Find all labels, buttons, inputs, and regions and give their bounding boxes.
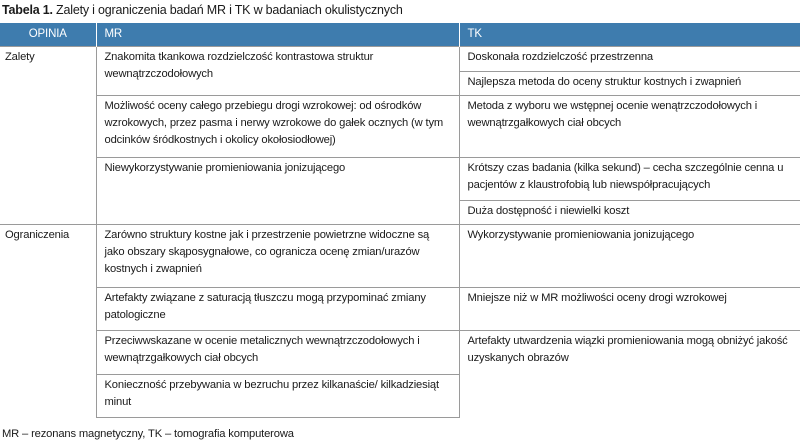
mr-cell: Zarówno struktury kostne jak i przestrzenie powietrzne widoczne są jako obszary skąposygnałowe, co ogranicza ocenę zmian/urazów kostnych i zwapnień [96,225,459,288]
table-caption [2,3,403,17]
footnote: MR – rezonans magnetyczny, TK – tomografia komputerowa [2,428,294,440]
tk-cell: Duża dostępność i niewielki koszt [459,201,800,225]
mr-cell: Możliwość oceny całego przebiegu drogi wzrokowej: od ośrodków wzrokowych, przez pasma i nerwy wzrokowe do gałek ocznych (w tym odcinków śródkostnych i okolicy okołosiodłowej) [96,96,459,158]
table-row [0,288,800,331]
tk-cell: Metoda z wyboru we wstępnej ocenie wenątrzczodołowych i wewnątrzgałkowych ciał obcych [459,96,800,158]
tk-cell: Wykorzystywanie promieniowania jonizującego [459,225,800,288]
tk-cell: Mniejsze niż w MR możliwości oceny drogi wzrokowej [459,288,800,331]
mr-cell: Niewykorzystywanie promieniowania jonizującego [96,158,459,225]
tk-cell: Artefakty utwardzenia wiązki promieniowania mogą obniżyć jakość uzyskanych obrazów [459,331,800,418]
mr-cell: Przeciwwskazane w ocenie metalicznych wewnątrzczodołowych i wewnątrzgałkowych ciał obcych [96,331,459,375]
table-row [0,331,800,375]
category-ograniczenia: Ograniczenia [0,225,96,418]
tk-cell: Doskonała rozdzielczość przestrzenna [459,47,800,72]
mr-cell: Konieczność przebywania w bezruchu przez kilkanaście/ kilkadziesiąt minut [96,375,459,418]
mr-cell: Znakomita tkankowa rozdzielczość kontrastowa struktur wewnątrzczodołowych [96,47,459,96]
table-row [0,47,800,72]
header-opinia: OPINIA [0,23,96,47]
header-mr: MR [96,23,459,47]
table-row [0,158,800,201]
table-header-row [0,23,800,47]
table-row [0,225,800,288]
table-row [0,96,800,158]
header-tk: TK [459,23,800,47]
table-caption-label: Tabela 1. [2,3,53,17]
tk-cell: Najlepsza metoda do oceny struktur kostnych i zwapnień [459,72,800,96]
comparison-table [0,23,800,418]
tk-cell: Krótszy czas badania (kilka sekund) – cecha szczególnie cenna u pacjentów z klaustrofobią lub niewspółpracujących [459,158,800,201]
category-zalety: Zalety [0,47,96,225]
mr-cell: Artefakty związane z saturacją tłuszczu mogą przypominać zmiany patologiczne [96,288,459,331]
table-caption-text: Zalety i ograniczenia badań MR i TK w badaniach okulistycznych [52,3,403,17]
